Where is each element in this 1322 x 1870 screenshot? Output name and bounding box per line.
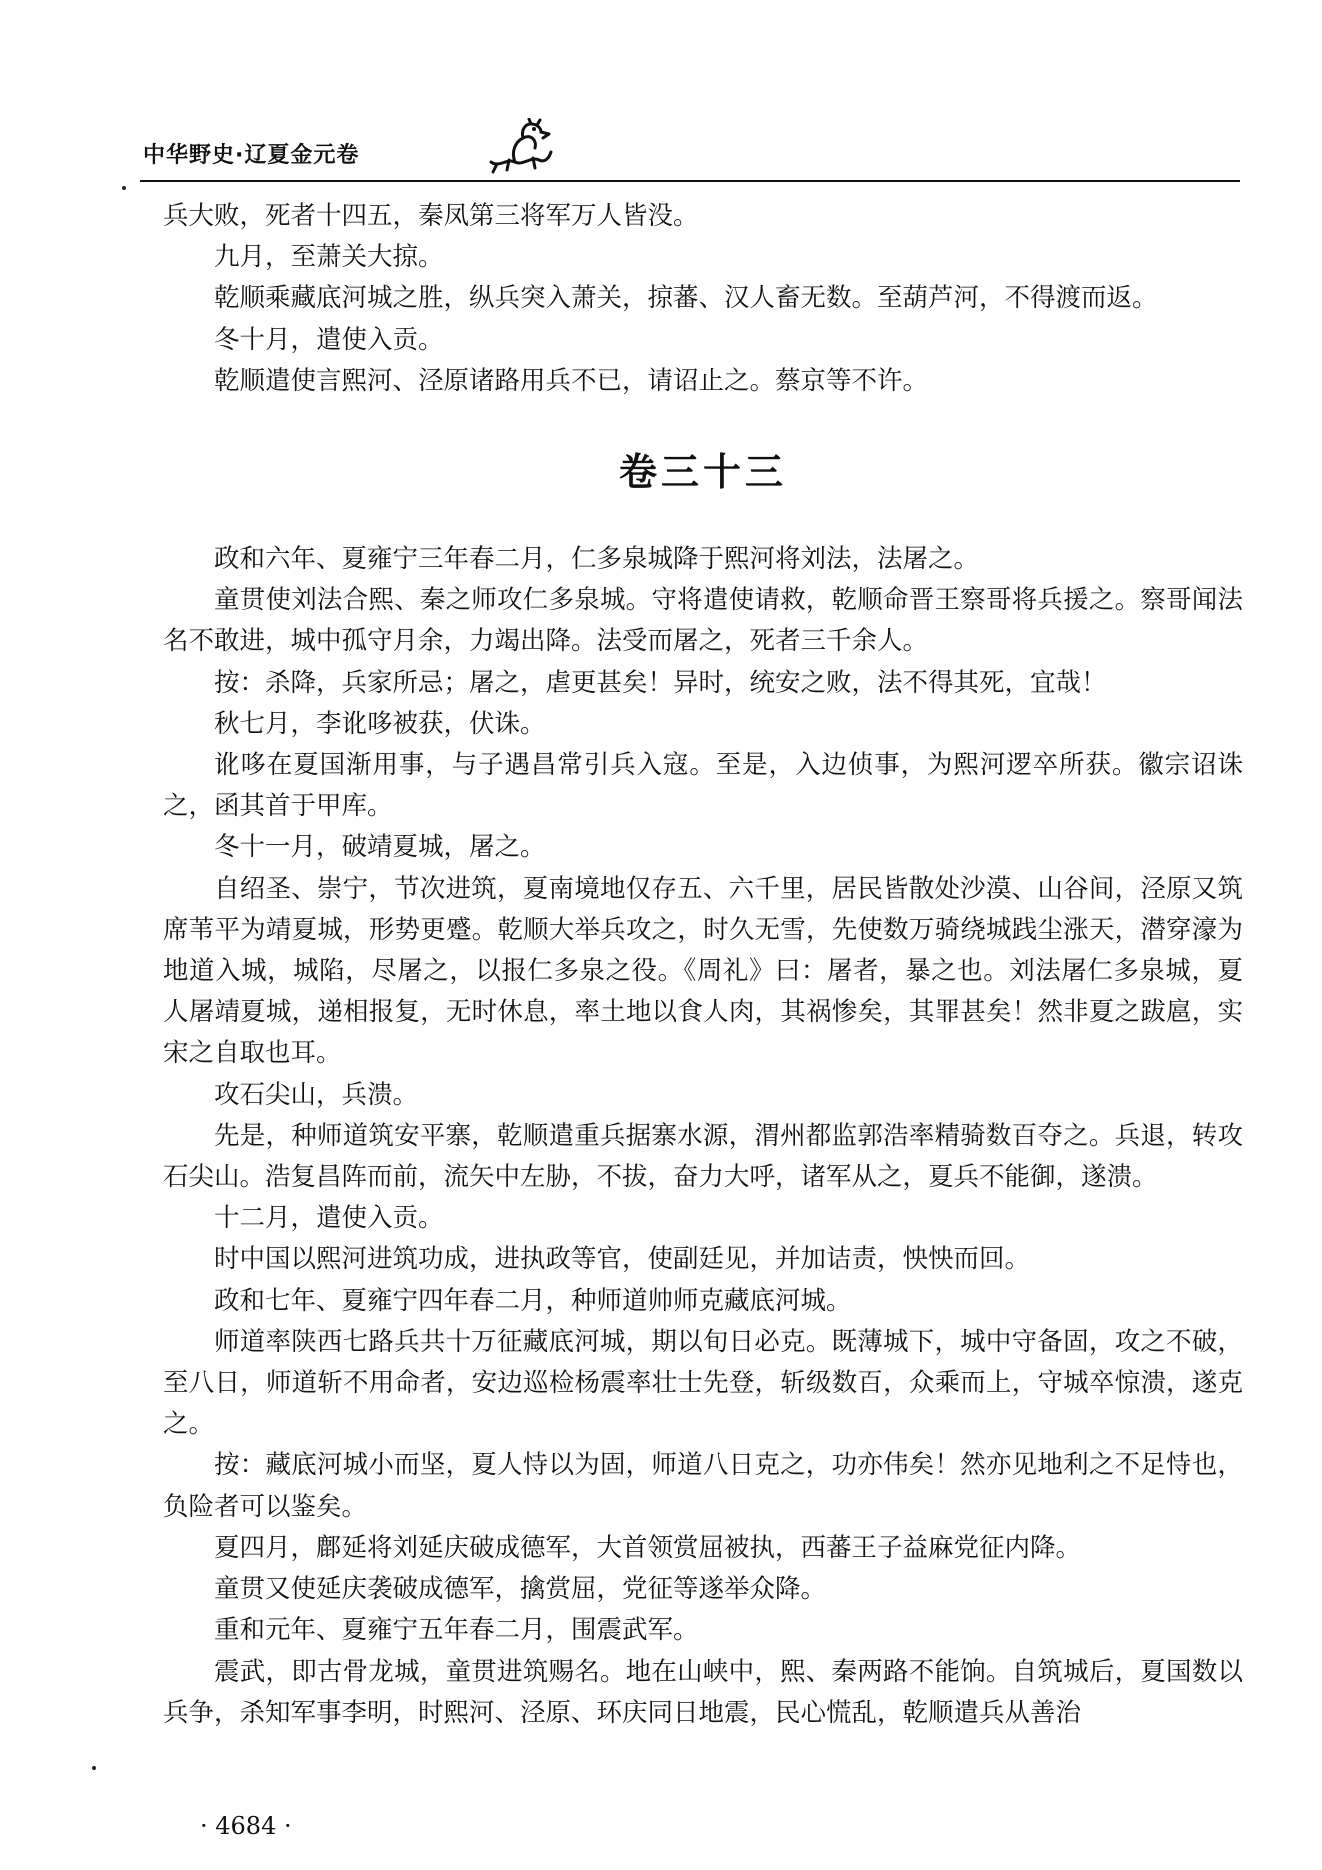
page-number: · 4684 ·	[200, 1812, 292, 1840]
paragraph: 冬十月，遣使入贡。	[214, 324, 444, 355]
book-title: 中华野史·辽夏金元卷	[143, 143, 360, 168]
paragraph: 按：藏底河城小而坚，夏人恃以为固，师道八日克之，功亦伟矣！然亦见地利之不足恃也，负险者可以鉴矣。	[163, 1450, 1243, 1522]
paragraph: 先是，种师道筑安平寨，乾顺遣重兵据寨水源，渭州都监郭浩率精骑数百夺之。兵退，转攻石尖山。浩复昌阵而前，流矢中左胁，不拔，奋力大呼，诸军从之，夏兵不能御，遂溃。	[163, 1120, 1243, 1193]
running-header	[140, 118, 1240, 188]
paragraph: 按：杀降，兵家所忌；屠之，虐更甚矣！异时，统安之败，法不得其死，宜哉！	[214, 667, 1107, 698]
paragraph: 重和元年、夏雍宁五年春二月，围震武军。	[214, 1615, 699, 1646]
paragraph: 讹哆在夏国渐用事，与子遇昌常引兵入寇。至是，入边侦事，为熙河逻卒所获。徽宗诏诛之，函其首于甲库。	[163, 750, 1243, 822]
paragraph: 自绍圣、崇宁，节次进筑，夏南境地仅存五、六千里，居民皆散处沙漠、山谷间，泾原又筑席苇平为靖夏城，形势更蹙。乾顺大举兵攻之，时久无雪，先使数万骑绕城践尘涨天，潜穿濠为地道入城，城陷，尽屠之，以报仁多泉之役。《周礼》曰：屠者，暴之也。刘法屠仁多泉城，夏人屠靖夏城，递相报复，无时休息，率土地以食人肉，其祸惨矣，其罪甚矣！然非夏之跋扈，实宋之自取也耳。	[163, 873, 1243, 1069]
paragraph: 兵大败，死者十四五，秦凤第三将军万人皆没。	[163, 201, 699, 231]
header-rule	[140, 180, 1240, 182]
top-text-block	[163, 196, 1243, 402]
dragon-icon	[485, 118, 557, 176]
paragraph: 九月，至萧关大掠。	[214, 242, 444, 273]
paragraph: 政和七年、夏雍宁四年春二月，种师道帅师克藏底河城。	[214, 1285, 852, 1316]
paragraph: 童贯使刘法合熙、秦之师攻仁多泉城。守将遣使请救，乾顺命晋王察哥将兵援之。察哥闻法名不敢进，城中孤守月余，力竭出降。法受而屠之，死者三千余人。	[163, 585, 1243, 657]
paragraph: 乾顺遣使言熙河、泾原诸路用兵不已，请诏止之。蔡京等不许。	[214, 365, 929, 396]
chapter-title: 卷三十三	[618, 450, 787, 495]
paragraph: 攻石尖山，兵溃。	[214, 1079, 419, 1110]
paragraph: 童贯又使延庆袭破成德军，擒赏屈，党征等遂举众降。	[214, 1574, 827, 1605]
paragraph: 时中国以熙河进筑功成，进执政等官，使副廷见，并加诘责，怏怏而回。	[214, 1244, 1031, 1275]
scan-speck	[92, 1766, 96, 1770]
paragraph: 夏四月，鄜延将刘延庆破成德军，大首领赏屈被执，西蕃王子益麻党征内降。	[214, 1532, 1082, 1563]
paragraph: 震武，即古骨龙城，童贯进筑赐名。地在山峡中，熙、秦两路不能饷。自筑城后，夏国数以兵争，杀知军事李明，时熙河、泾原、环庆同日地震，民心慌乱，乾顺遣兵从善治	[163, 1656, 1243, 1728]
paragraph: 政和六年、夏雍宁三年春二月，仁多泉城降于熙河将刘法，法屠之。	[214, 544, 980, 575]
main-text-block	[163, 539, 1243, 1734]
paragraph: 冬十一月，破靖夏城，屠之。	[214, 832, 546, 863]
scan-speck	[122, 186, 126, 190]
paragraph: 十二月，遣使入贡。	[214, 1203, 444, 1234]
paragraph: 乾顺乘藏底河城之胜，纵兵突入萧关，掠蕃、汉人畜无数。至葫芦河，不得渡而返。	[214, 283, 1158, 314]
paragraph: 师道率陕西七路兵共十万征藏底河城，期以旬日必克。既薄城下，城中守备固，攻之不破，至八日，师道斩不用命者，安边巡检杨震率壮士先登，斩级数百，众乘而上，守城卒惊溃，遂克之。	[163, 1326, 1243, 1440]
paragraph: 秋七月，李讹哆被获，伏诛。	[214, 708, 546, 739]
page-content	[163, 196, 1243, 1734]
